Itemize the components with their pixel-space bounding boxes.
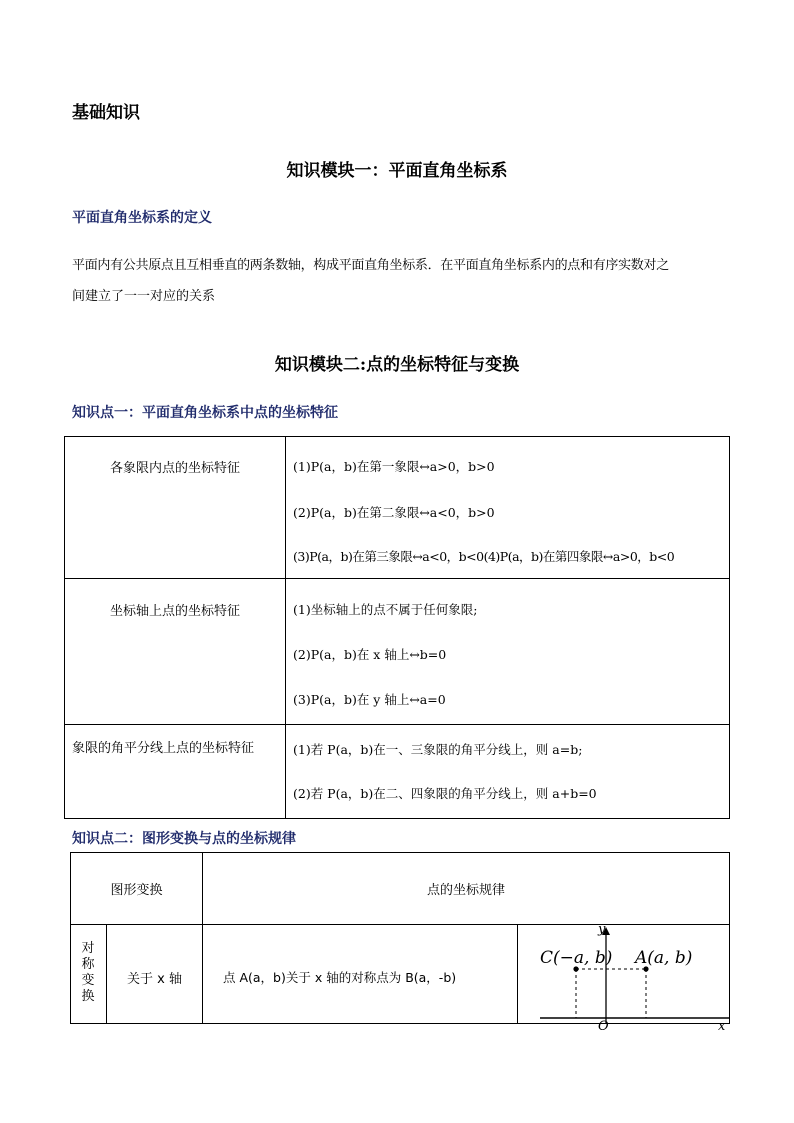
row-label: 象限的角平分线上点的坐标特征 xyxy=(72,741,255,756)
table-cell-figure xyxy=(518,922,730,1034)
module1-paragraph-line2: 间建立了一一对应的关系 xyxy=(72,289,216,304)
rule-line: (1)坐标轴上的点不属于任何象限; xyxy=(293,602,478,617)
row-label: 坐标轴上点的坐标特征 xyxy=(109,604,240,619)
rule-line: (1)若 P(a，b)在一、三象限的角平分线上，则 a=b; xyxy=(293,742,583,757)
header-rule: 点的坐标规律 xyxy=(426,883,505,898)
point2-title: 知识点二：图形变换与点的坐标规律 xyxy=(72,831,296,847)
label-c: C(−a, b) xyxy=(540,948,613,968)
group-label: 对称变换 xyxy=(81,941,95,1004)
rule-line: (2)P(a，b)在第二象限↔a<0，b>0 xyxy=(293,505,495,520)
rule-line: (2)P(a，b)在 x 轴上↔b=0 xyxy=(293,647,447,662)
coordinate-figure xyxy=(518,922,730,1034)
table-cell-rule xyxy=(203,925,518,1024)
table-header-cell xyxy=(203,853,730,925)
coordinate-features-table xyxy=(64,436,730,819)
table-header-cell xyxy=(71,853,203,925)
table-row xyxy=(65,579,730,725)
table-row xyxy=(71,925,730,1024)
rule-line: (2)若 P(a，b)在二、四象限的角平分线上，则 a+b=0 xyxy=(293,786,597,801)
label-x: x xyxy=(718,1019,726,1034)
table-cell-content xyxy=(286,579,730,725)
label-y: y xyxy=(598,922,606,937)
table-cell-label xyxy=(65,579,286,725)
table-cell-label xyxy=(65,437,286,579)
module1-paragraph-line1: 平面内有公共原点且互相垂直的两条数轴，构成平面直角坐标系．在平面直角坐标系内的点和有序实数对之 xyxy=(72,258,669,273)
module2-title: 知识模块二:点的坐标特征与变换 xyxy=(274,355,520,375)
table-row xyxy=(71,853,730,925)
rule-line: (3)P(a，b)在 y 轴上↔a=0 xyxy=(293,692,446,707)
table-cell-content xyxy=(286,437,730,579)
module1-title: 知识模块一：平面直角坐标系 xyxy=(286,161,508,181)
table-cell-group xyxy=(71,925,107,1024)
table-row xyxy=(65,437,730,579)
table-cell-type xyxy=(107,925,203,1024)
point1-title: 知识点一：平面直角坐标系中点的坐标特征 xyxy=(72,405,338,421)
row-label: 各象限内点的坐标特征 xyxy=(109,461,240,476)
table-row xyxy=(65,725,730,819)
label-o: O xyxy=(598,1019,609,1034)
table-cell-content xyxy=(286,725,730,819)
rule-line: (3)P(a，b)在第三象限↔a<0，b<0(4)P(a，b)在第四象限↔a>0，b<0 xyxy=(293,549,675,564)
header-transform: 图形变换 xyxy=(110,883,163,898)
module1-subtitle: 平面直角坐标系的定义 xyxy=(72,210,212,226)
rule-line: (1)P(a，b)在第一象限↔a>0，b>0 xyxy=(293,459,495,474)
section-heading-basic: 基础知识 xyxy=(72,103,140,123)
table-cell-label xyxy=(65,725,286,819)
transform-table xyxy=(70,852,730,1034)
rule-text: 点 A(a，b)关于 x 轴的对称点为 B(a，-b) xyxy=(223,970,457,985)
label-a: A(a, b) xyxy=(635,948,693,968)
type-label: 关于 x 轴 xyxy=(127,972,182,987)
